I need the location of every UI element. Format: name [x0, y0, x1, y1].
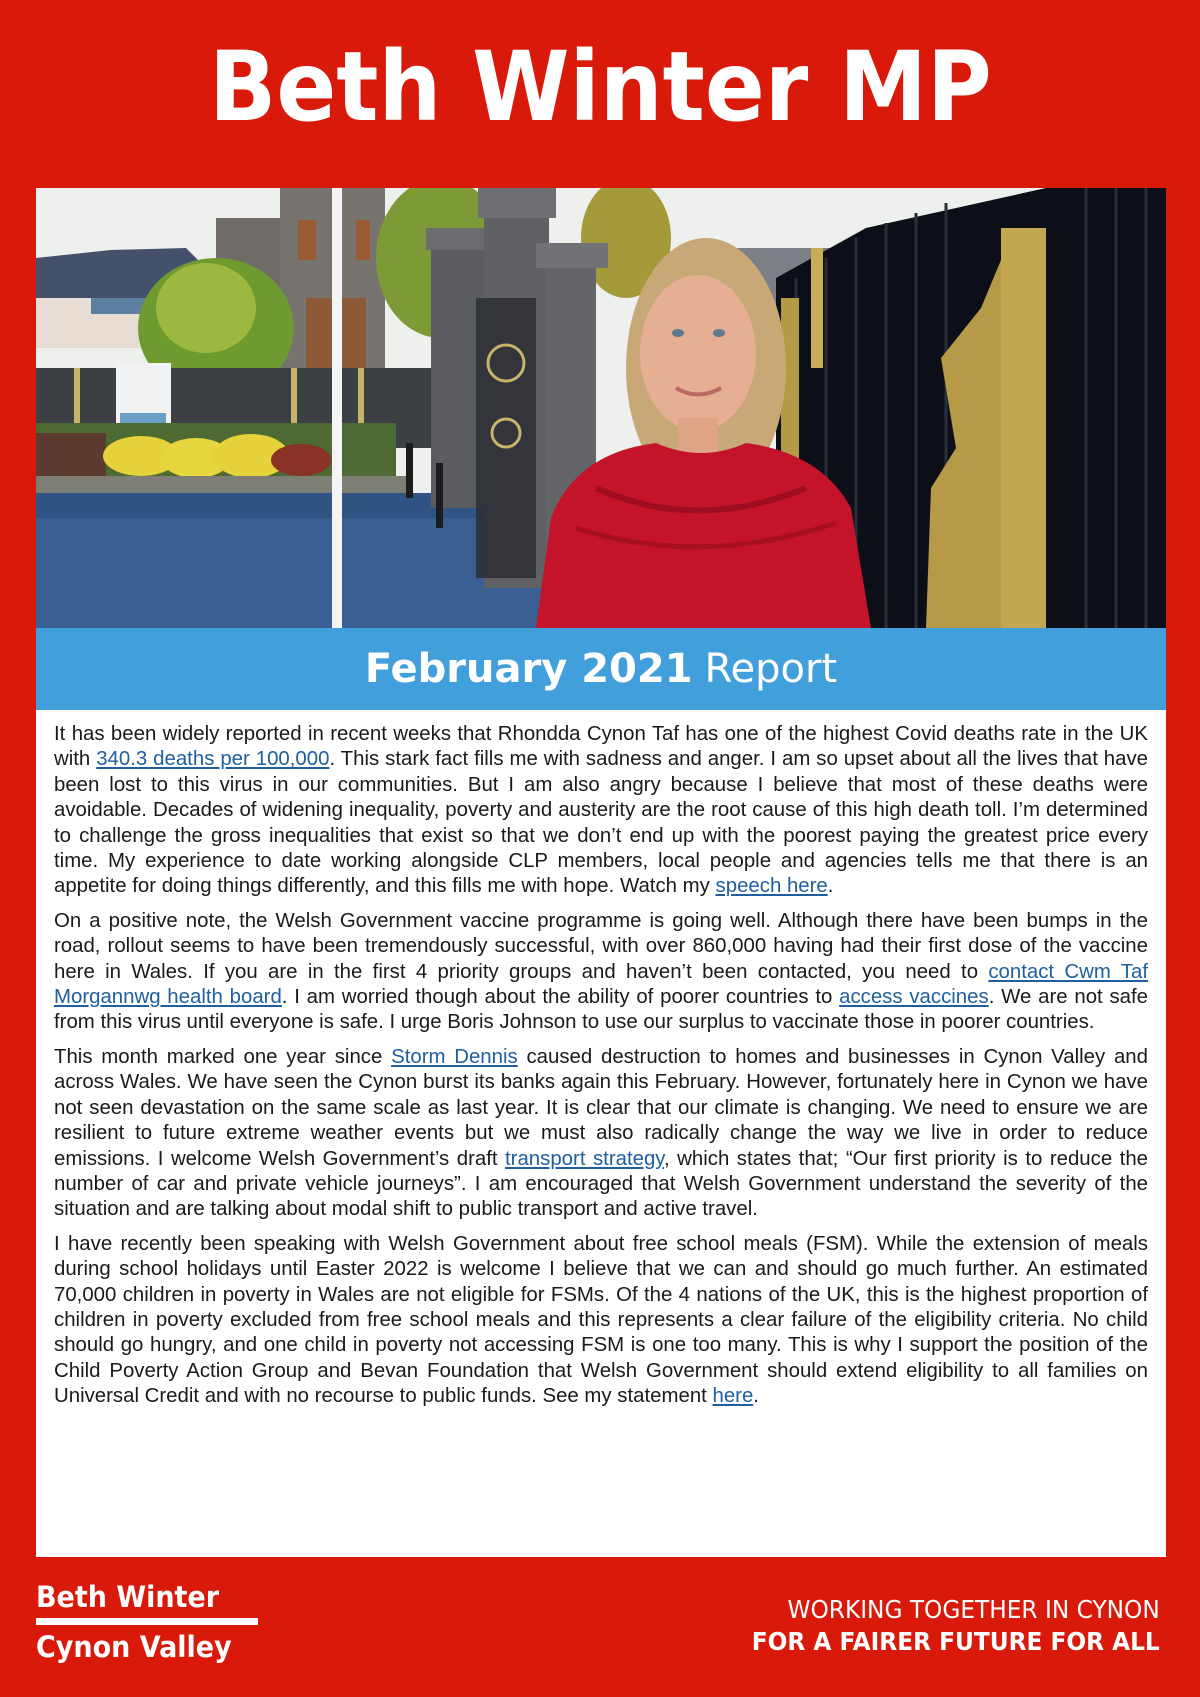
paragraph-text: I have recently been speaking with Welsh Government about free school meals (FSM). While the extension of meals during school holidays until Easter 2022 is welcome I believe that we can and should go much further. An estimated 70,000 children in poverty in Wales are not eligible for FSMs. Of the 4 nations of the UK, this is the highest proportion of children in poverty excluded from free school meals and this represents a clear failure of the eligibility criteria. No child should go hungry, and one child in poverty not accessing FSM is one too many. This is why I support the position of the Child Poverty Action Group and Bevan Foundation that Welsh Government should extend eligibility to all families on Universal Credit and with no recourse to public funds. See my statement	[54, 1232, 1148, 1408]
paragraph-free-school-meals	[54, 1232, 1148, 1410]
paragraph-text: . I am worried though about the ability of poorer countries to	[281, 986, 840, 1009]
paragraph-text: , which states that; “Our first priority is to reduce the number of car and private vehicle journeys”. I am encouraged that Welsh Government understand the severity of the situation and are talking about modal shift to public transport and active travel.	[54, 1147, 1148, 1221]
paragraph-covid-deaths	[54, 722, 1148, 900]
slogan-line-1: WORKING TOGETHER IN CYNON	[787, 1595, 1160, 1624]
report-label: Report	[704, 646, 838, 692]
link-speech[interactable]: speech here	[715, 875, 828, 898]
paragraph-text: On a positive note, the Welsh Government vaccine programme is going well. Although there have been bumps in the road, rollout seems to have been tremendously successful, with over 860,000 having had their first dose of the vaccine here in Wales. If you are in the first 4 priority groups and haven’t been contacted, you need to	[54, 909, 1148, 983]
link-transport-strategy[interactable]: transport strategy	[505, 1147, 664, 1170]
link-health-board[interactable]: contact Cwm Taf Morgannwg health board	[54, 960, 1149, 1009]
logo-constituency: Cynon Valley	[36, 1630, 232, 1664]
paragraph-text: .	[827, 875, 834, 898]
masthead	[0, 0, 1200, 188]
paragraph-text: caused destruction to homes and businesses in Cynon Valley and across Wales. We have seen the Cynon burst its banks again this February. However, fortunately here in Cynon we have not seen devastation on the same scale as last year. It is clear that our climate is changing. We need to ensure we are resilient to future extreme weather events but we must also radically change the way we live in order to reduce emissions. I welcome Welsh Government’s draft	[54, 1045, 1148, 1170]
page-title: Beth Winter MP	[208, 31, 992, 143]
link-access-vaccines[interactable]: access vaccines	[839, 986, 989, 1009]
logo-name: Beth Winter	[36, 1580, 220, 1614]
paragraph-storm-dennis	[54, 1045, 1148, 1223]
content-panel	[36, 188, 1166, 1557]
hero-photo	[36, 188, 1166, 628]
report-body	[54, 722, 1148, 1419]
report-banner	[36, 628, 1166, 710]
paragraph-text: This month marked one year since	[54, 1045, 392, 1068]
paragraph-text: . We are not safe from this virus until everyone is safe. I urge Boris Johnson to use our surplus to vaccinate those in poorer countries.	[54, 986, 1149, 1034]
link-deaths-statistic[interactable]: 340.3 deaths per 100,000	[96, 748, 330, 771]
footer-slogan	[721, 1594, 1160, 1658]
logo-divider	[36, 1618, 258, 1625]
paragraph-text: .	[753, 1385, 759, 1408]
paragraph-text: . This stark fact fills me with sadness and anger. I am so upset about all the lives that have been lost to this virus in our communities. But I am also angry because I believe that most of these deaths were avoidable. Decades of widening inequality, poverty and austerity are the root cause of this high death toll. I’m determined to challenge the gross inequalities that exist so that we don’t end up with the poorest paying the greatest price every time. My experience to date working alongside CLP members, local people and agencies tells me that there is an appetite for doing things differently, and this fills me with hope. Watch my	[54, 748, 1149, 898]
paragraph-vaccine	[54, 909, 1148, 1036]
report-month: February 2021	[364, 646, 693, 692]
link-statement[interactable]: here	[712, 1385, 754, 1408]
link-storm-dennis[interactable]: Storm Dennis	[391, 1045, 518, 1068]
paragraph-text: It has been widely reported in recent weeks that Rhondda Cynon Taf has one of the highest Covid deaths rate in the UK with	[54, 723, 1148, 771]
slogan-line-2: FOR A FAIRER FUTURE FOR ALL	[751, 1627, 1160, 1656]
hero-photo-illustration	[36, 188, 1166, 628]
footer-logo	[36, 1580, 258, 1664]
